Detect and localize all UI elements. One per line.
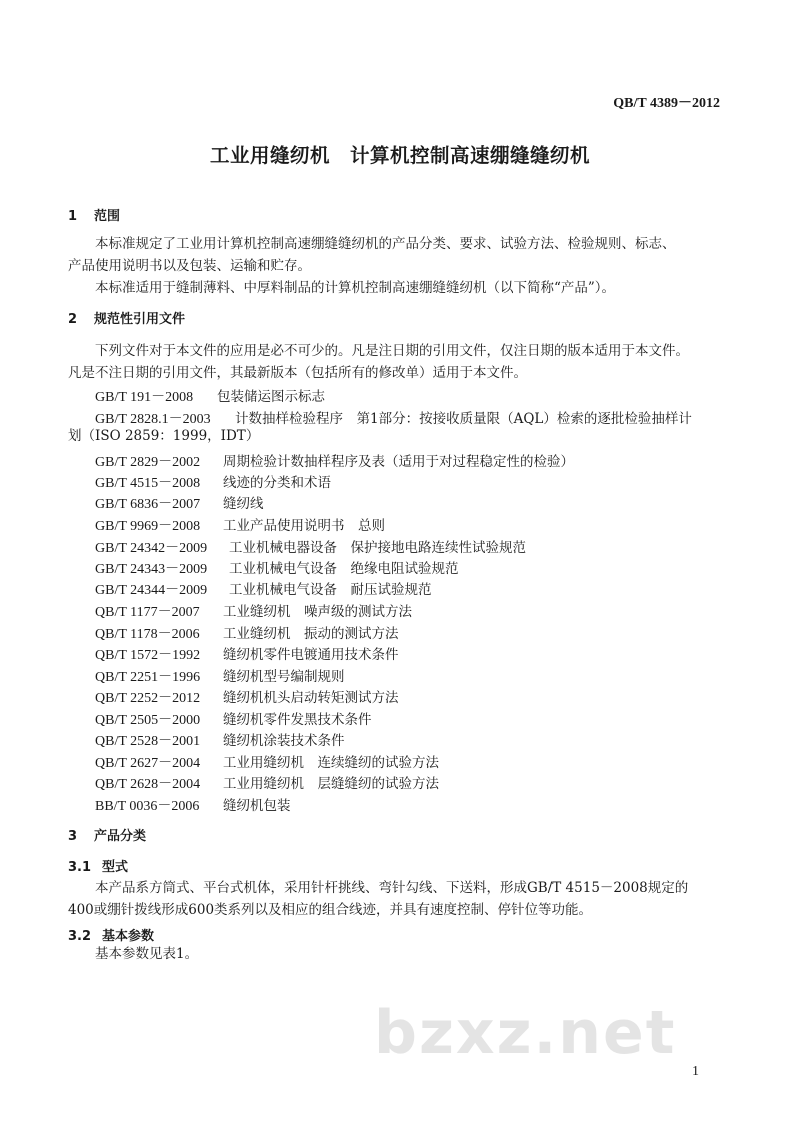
section-title: 基本参数	[102, 929, 155, 944]
reference-item	[95, 471, 331, 492]
reference-item	[95, 536, 526, 557]
reference-item	[95, 665, 345, 686]
reference-item	[95, 772, 439, 793]
section-number: 3.1	[68, 860, 92, 875]
section-number: 3.2	[68, 929, 92, 944]
scope-paragraph-1-line-1: 本标准规定了工业用计算机控制高速绷缝缝纫机的产品分类、要求、试验方法、检验规则、标志、	[95, 236, 676, 252]
reference-title: 工业用缝纫机 连续缝纫的试验方法	[223, 755, 439, 771]
reference-continuation: 划（ISO 2859：1999，IDT）	[68, 428, 260, 444]
section-title: 范围	[94, 209, 121, 224]
reference-item	[95, 686, 399, 707]
reference-code: GB/T 24344－2009	[95, 583, 208, 598]
page-number: 1	[692, 1064, 699, 1079]
reference-item	[95, 729, 345, 750]
reference-code: BB/T 0036－2006	[95, 799, 200, 814]
reference-code: QB/T 2627－2004	[95, 756, 201, 771]
reference-title: 工业机械电气设备 耐压试验规范	[229, 582, 432, 598]
reference-title: 工业机械电气设备 绝缘电阻试验规范	[229, 561, 459, 577]
section-number: 2	[68, 312, 78, 327]
reference-title: 缝纫机包装	[223, 798, 291, 814]
reference-code: QB/T 2251－1996	[95, 670, 201, 685]
watermark: bzxz.net	[374, 998, 677, 1068]
reference-title: 线迹的分类和术语	[223, 475, 331, 491]
reference-code: QB/T 2528－2001	[95, 734, 201, 749]
reference-code: QB/T 1178－2006	[95, 627, 200, 642]
section-title: 型式	[102, 860, 129, 875]
reference-code: GB/T 9969－2008	[95, 519, 201, 534]
reference-code: QB/T 2505－2000	[95, 713, 201, 728]
section-number: 1	[68, 209, 78, 224]
section-3-1-heading	[68, 856, 128, 875]
reference-code: GB/T 191－2008	[95, 390, 194, 405]
reference-title: 工业机械电器设备 保护接地电路连续性试验规范	[229, 540, 526, 556]
reference-code: GB/T 4515－2008	[95, 476, 201, 491]
reference-item	[95, 794, 291, 815]
reference-item	[95, 578, 432, 599]
type-paragraph-line-1: 本产品系方筒式、平台式机体，采用针杆挑线、弯针勾线、下送料，形成GB/T 4515－2008规定的	[95, 880, 689, 896]
standard-number: QB/T 4389－2012	[613, 96, 720, 111]
reference-item	[95, 450, 574, 471]
reference-item	[95, 492, 264, 513]
reference-item	[95, 708, 372, 729]
reference-title: 缝纫机机头启动转矩测试方法	[223, 690, 399, 706]
reference-code: QB/T 1177－2007	[95, 605, 200, 620]
scope-paragraph-2: 本标准适用于缝制薄料、中厚料制品的计算机控制高速绷缝缝纫机（以下简称“产品”）。	[95, 280, 616, 296]
reference-title: 缝纫机型号编制规则	[223, 669, 345, 685]
reference-code: GB/T 24342－2009	[95, 541, 208, 556]
section-title: 规范性引用文件	[94, 312, 186, 327]
type-paragraph-line-2: 400或绷针拨线形成600类系列以及相应的组合线迹，并具有速度控制、停针位等功能。	[68, 902, 593, 918]
reference-title: 工业产品使用说明书 总则	[223, 518, 385, 534]
reference-title: 工业用缝纫机 层缝缝纫的试验方法	[223, 776, 439, 792]
reference-code: QB/T 2628－2004	[95, 777, 201, 792]
section-3-heading	[68, 825, 146, 844]
section-3-2-heading	[68, 925, 154, 944]
reference-title: 缝纫机零件电镀通用技术条件	[223, 647, 399, 663]
reference-item	[95, 600, 412, 621]
reference-code: GB/T 2829－2002	[95, 455, 201, 470]
scope-paragraph-1-line-2: 产品使用说明书以及包装、运输和贮存。	[68, 258, 311, 274]
reference-item	[95, 622, 399, 643]
reference-code: QB/T 1572－1992	[95, 648, 201, 663]
reference-title: 包装储运图示标志	[217, 389, 325, 405]
reference-code: GB/T 24343－2009	[95, 562, 208, 577]
reference-title: 工业缝纫机 噪声级的测试方法	[223, 604, 412, 620]
document-title: 工业用缝纫机 计算机控制高速绷缝缝纫机	[209, 144, 590, 167]
params-paragraph: 基本参数见表1。	[95, 946, 199, 962]
section-1-heading	[68, 205, 120, 224]
reference-item	[95, 514, 385, 535]
reference-code: GB/T 6836－2007	[95, 497, 201, 512]
reference-item	[95, 385, 325, 406]
reference-title: 缝纫机涂装技术条件	[223, 733, 345, 749]
normative-intro-line-1: 下列文件对于本文件的应用是必不可少的。凡是注日期的引用文件，仅注日期的版本适用于本文件。	[95, 343, 689, 359]
reference-title: 缝纫机零件发黑技术条件	[223, 712, 372, 728]
reference-title: 缝纫线	[223, 496, 264, 512]
reference-item	[95, 643, 399, 664]
reference-title: 周期检验计数抽样程序及表（适用于对过程稳定性的检验）	[223, 454, 574, 470]
section-title: 产品分类	[94, 829, 147, 844]
section-number: 3	[68, 829, 78, 844]
reference-item	[95, 751, 439, 772]
reference-item	[95, 557, 459, 578]
reference-code: GB/T 2828.1－2003	[95, 412, 211, 427]
normative-intro-line-2: 凡是不注日期的引用文件，其最新版本（包括所有的修改单）适用于本文件。	[68, 365, 527, 381]
reference-code: QB/T 2252－2012	[95, 691, 201, 706]
section-2-heading	[68, 308, 185, 327]
reference-title: 工业缝纫机 振动的测试方法	[223, 626, 399, 642]
reference-title: 计数抽样检验程序 第1部分：按接收质量限（AQL）检索的逐批检验抽样计	[235, 411, 692, 427]
